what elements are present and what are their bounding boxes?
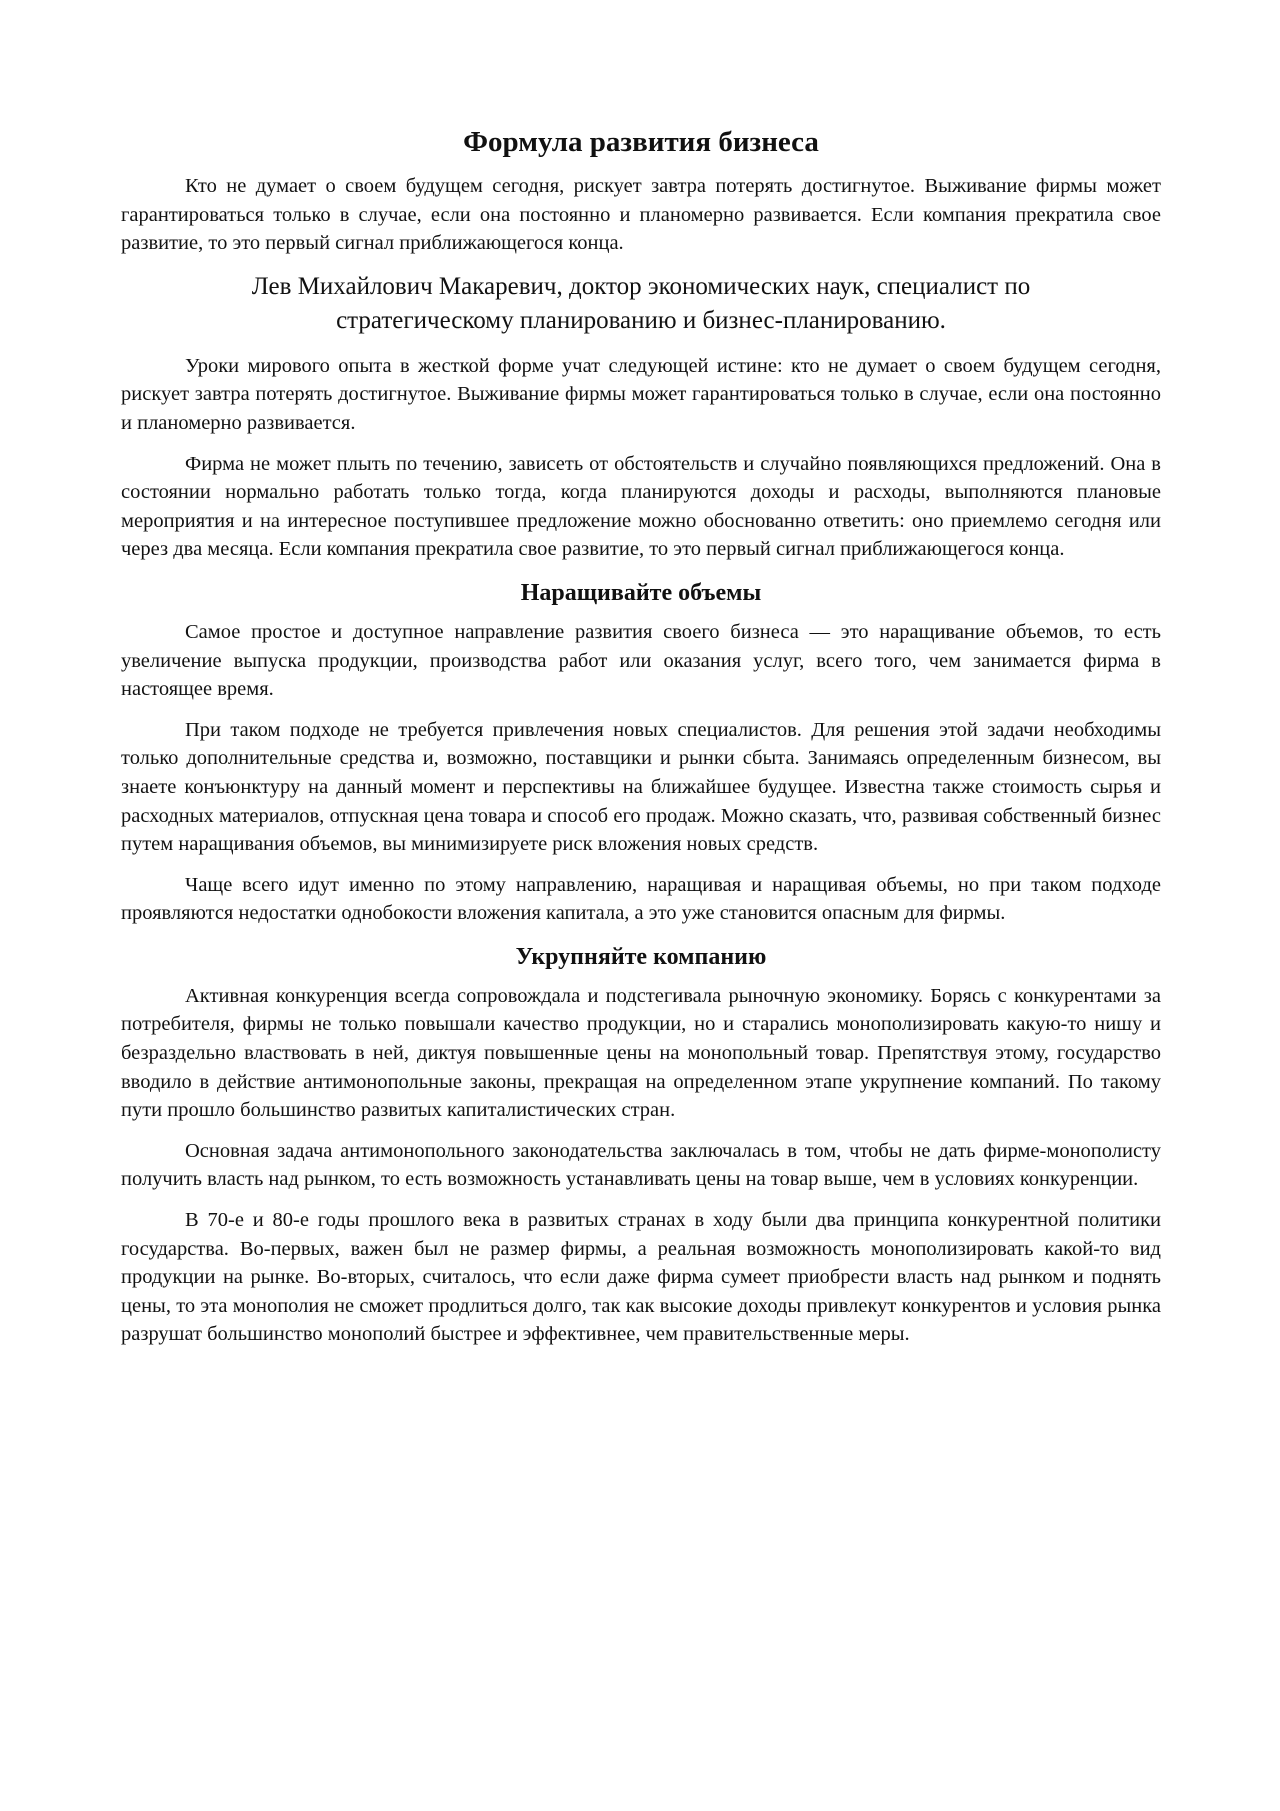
paragraph: Чаще всего идут именно по этому направлению, наращивая и наращивая объемы, но при таком подходе проявляются недостатки однобокости вложения капитала, а это уже становится опасным для фирмы. [121, 873, 1161, 925]
document-page [121, 122, 1161, 1361]
quote-line: Лев Михайлович Макаревич, доктор экономических наук, специалист по [251, 272, 1031, 300]
section-heading: Укрупняйте компанию [515, 943, 767, 970]
intro-paragraph: Кто не думает о своем будущем сегодня, рискует завтра потерять достигнутое. Выживание фирмы может гарантироваться только в случае, если она постоянно и планомерно развивается. Если компания прекратила свое развитие, то это первый сигнал приближающегося конца. [121, 175, 1161, 255]
quote-line: стратегическому планированию и бизнес-планированию. [336, 306, 946, 334]
paragraph: Уроки мирового опыта в жесткой форме учат следующей истине: кто не думает о своем будущем сегодня, рискует завтра потерять достигнутое. Выживание фирмы может гарантироваться только в случае, если она постоянно и планомерно развивается. [121, 354, 1161, 434]
paragraph: Активная конкуренция всегда сопровождала и подстегивала рыночную экономику. Борясь с конкурентами за потребителя, фирмы не только повышали качество продукции, но и старались монополизировать какую-то нишу и безраздельно властвовать в ней, диктуя повышенные цены на монопольный товар. Препятствуя этому, государство вводило в действие антимонопольные законы, прекращая на определенном этапе укрупнение компаний. По такому пути прошло большинство развитых капиталистических стран. [121, 984, 1161, 1122]
document-title: Формула развития бизнеса [463, 126, 819, 158]
paragraph: Самое простое и доступное направление развития своего бизнеса — это наращивание объемов, то есть увеличение выпуска продукции, производства работ или оказания услуг, всего того, чем занимается фирма в настоящее время. [121, 620, 1161, 701]
section-heading: Наращивайте объемы [520, 579, 762, 606]
paragraph: В 70-е и 80-е годы прошлого века в развитых странах в ходу были два принципа конкурентной политики государства. Во-первых, важен был не размер фирмы, а реальная возможность монополизировать какой-то вид продукции на рынке. Во-вторых, считалось, что если даже фирма сумеет приобрести власть над рынком и поднять цены, то эта монополия не сможет продлиться долго, так как высокие доходы привлекут конкурентов и условия рынка разрушат большинство монополий быстрее и эффективнее, чем правительственные меры. [121, 1209, 1161, 1346]
paragraph: Фирма не может плыть по течению, зависеть от обстоятельств и случайно появляющихся предложений. Она в состоянии нормально работать только тогда, когда планируются доходы и расходы, выполняются плановые мероприятия и на интересное поступившее предложение можно обоснованно ответить: оно приемлемо сегодня или через два месяца. Если компания прекратила свое развитие, то это первый сигнал приближающегося конца. [121, 452, 1161, 561]
paragraph: При таком подходе не требуется привлечения новых специалистов. Для решения этой задачи необходимы только дополнительные средства и, возможно, поставщики и рынки сбыта. Занимаясь определенным бизнесом, вы знаете конъюнктуру на данный момент и перспективы на ближайшее будущее. Известна также стоимость сырья и расходных материалов, отпускная цена товара и способ его продаж. Можно сказать, что, развивая собственный бизнес путем наращивания объемов, вы минимизируете риск вложения новых средств. [121, 718, 1161, 856]
paragraph: Основная задача антимонопольного законодательства заключалась в том, чтобы не дать фирме-монополисту получить власть над рынком, то есть возможность устанавливать цены на товар выше, чем в условиях конкуренции. [121, 1139, 1161, 1191]
author-quote [121, 270, 1161, 338]
